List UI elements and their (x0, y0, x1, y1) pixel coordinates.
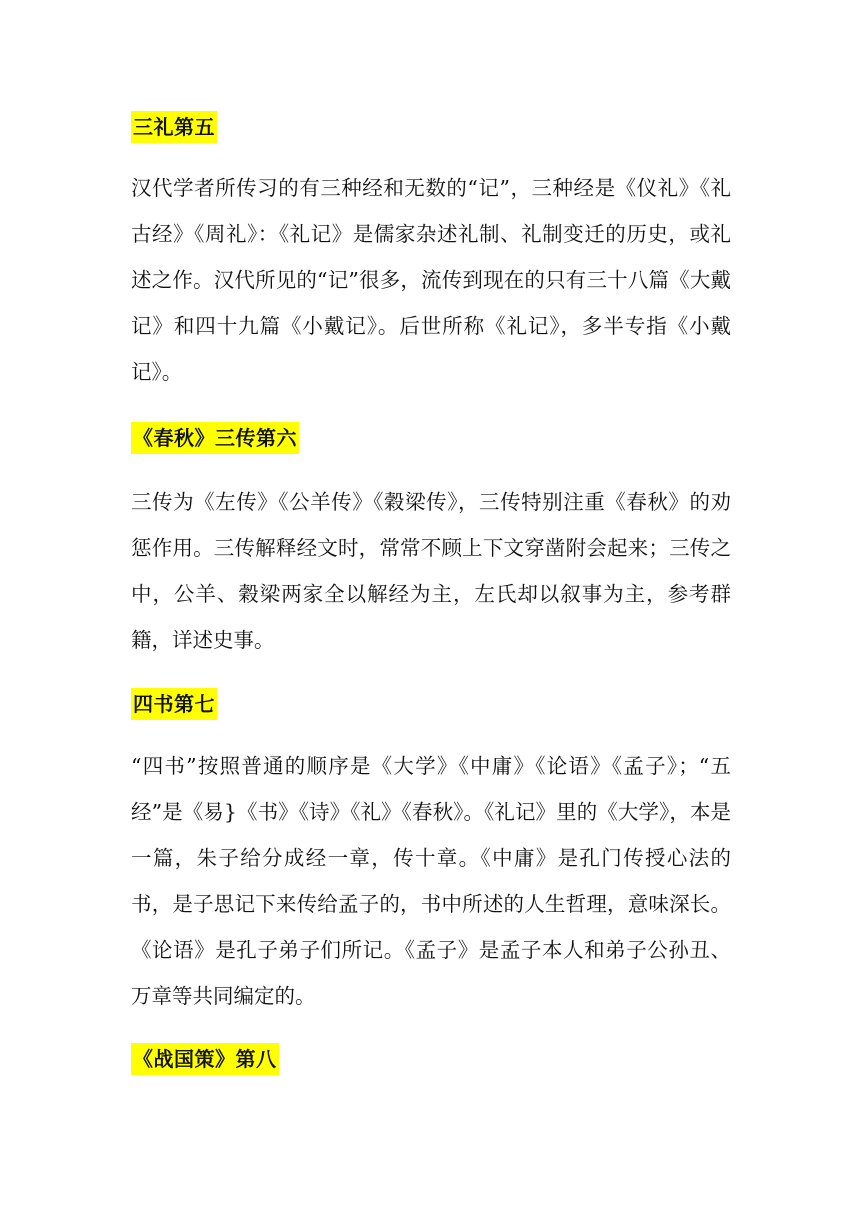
section-paragraph: 三传为《左传》《公羊传》《穀梁传》，三传特别注重《春秋》的劝惩作用。三传解释经文时，常常不顾上下文穿凿附会起来；三传之中，公羊、穀梁两家全以解经为主，左氏却以叙事为主，参考群籍，详述史事。 (131, 490, 731, 652)
section-heading: 《战国策》第八 (131, 1043, 279, 1075)
section-paragraph: “四书”按照普通的顺序是《大学》《中庸》《论语》《孟子》；“五经”是《易}《书》《诗》《礼》《春秋》。《礼记》里的《大学》，本是一篇，朱子给分成经一章，传十章。《中庸》是孔门传授心法的书，是子思记下来传给孟子的，书中所述的人生哲理，意味深长。《论语》是孔子弟子们所记。《孟子》是孟子本人和弟子公孙丑、万章等共同编定的。 (131, 754, 731, 1008)
section-heading: 四书第七 (131, 688, 217, 720)
section-heading: 三礼第五 (131, 111, 217, 143)
section-heading: 《春秋》三传第六 (131, 422, 299, 454)
section-paragraph: 汉代学者所传习的有三种经和无数的“记”，三种经是《仪礼》《礼古经》《周礼》：《礼记》是儒家杂述礼制、礼制变迁的历史，或礼述之作。汉代所见的“记”很多，流传到现在的只有三十八篇《大戴记》和四十九篇《小戴记》。后世所称《礼记》，多半专指《小戴记》。 (131, 176, 731, 384)
